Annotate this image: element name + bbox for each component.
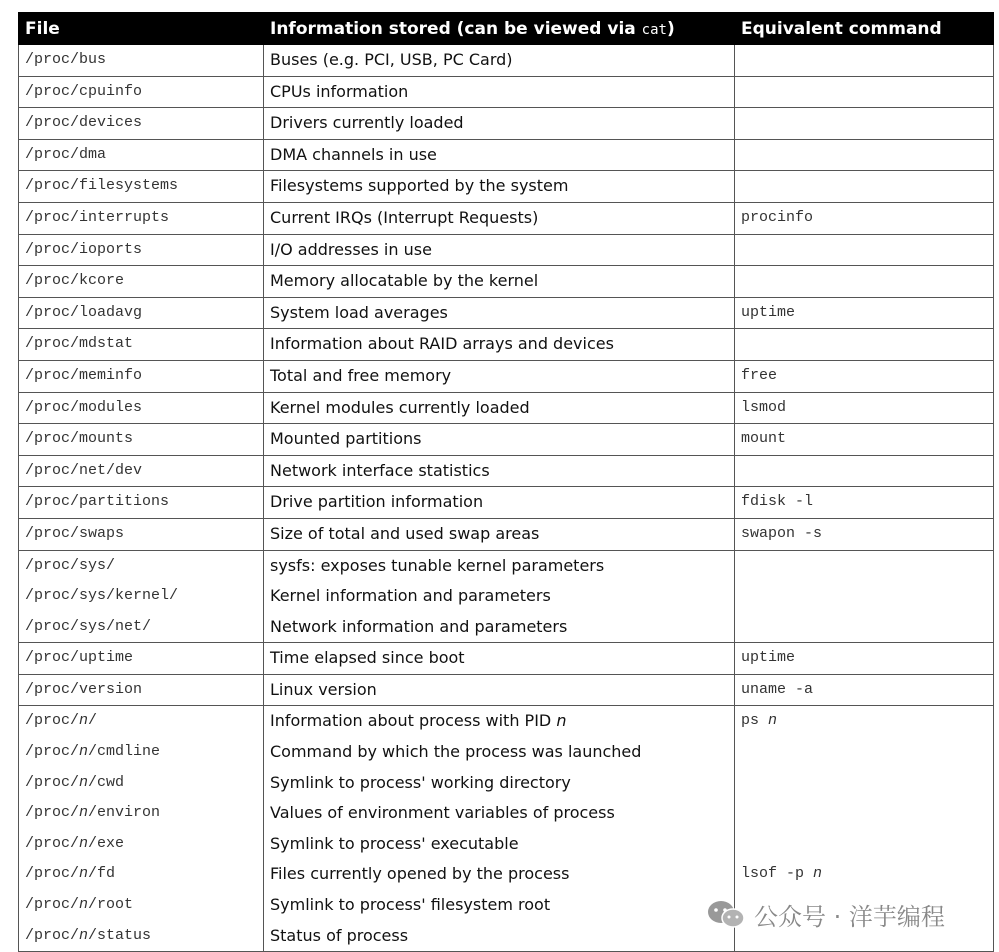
table-row xyxy=(19,297,994,329)
command-cell-line xyxy=(741,108,987,139)
command-cell-line xyxy=(741,798,987,829)
info-cell xyxy=(264,76,735,108)
file-cell xyxy=(19,550,264,643)
header-info xyxy=(264,13,735,45)
file-cell xyxy=(19,202,264,234)
file-cell xyxy=(19,139,264,171)
command-cell-line xyxy=(741,235,987,266)
file-cell-line: /proc/filesystems xyxy=(25,177,179,195)
file-cell-line: /proc/uptime xyxy=(25,649,134,667)
file-cell xyxy=(19,171,264,203)
file-cell-line: /proc/n/root xyxy=(25,896,134,914)
info-cell xyxy=(264,329,735,361)
info-cell xyxy=(264,487,735,519)
file-cell xyxy=(19,108,264,140)
file-cell xyxy=(19,487,264,519)
table-row xyxy=(19,234,994,266)
info-cell-line: Symlink to process' executable xyxy=(270,833,519,853)
info-cell xyxy=(264,550,735,643)
command-cell-line xyxy=(741,77,987,108)
command-cell xyxy=(735,487,994,519)
command-cell-line: ps n xyxy=(741,712,778,730)
command-cell-line: lsmod xyxy=(741,398,787,416)
info-cell xyxy=(264,234,735,266)
file-cell-line: /proc/mounts xyxy=(25,430,134,448)
info-cell-line: Kernel information and parameters xyxy=(270,586,551,606)
table-row xyxy=(19,76,994,108)
file-cell-line: /proc/partitions xyxy=(25,493,170,511)
info-cell-line: Current IRQs (Interrupt Requests) xyxy=(270,207,539,227)
info-cell xyxy=(264,392,735,424)
table-row xyxy=(19,171,994,203)
info-cell-line: Size of total and used swap areas xyxy=(270,523,540,543)
command-cell xyxy=(735,171,994,203)
table-row xyxy=(19,139,994,171)
file-cell-line: /proc/swaps xyxy=(25,524,125,542)
variable-n: n xyxy=(79,743,89,761)
info-cell-line: Memory allocatable by the kernel xyxy=(270,271,539,291)
info-cell-line: Linux version xyxy=(270,679,377,699)
variable-n: n xyxy=(813,865,823,883)
command-cell-line xyxy=(741,737,987,768)
info-cell-line: Values of environment variables of process xyxy=(270,803,615,823)
table-row xyxy=(19,45,994,77)
command-cell-line: lsof -p n xyxy=(741,865,823,883)
file-cell-line: /proc/sys/kernel/ xyxy=(25,587,179,605)
command-cell-line xyxy=(741,266,987,297)
info-cell-line: Kernel modules currently loaded xyxy=(270,397,530,417)
proc-files-table xyxy=(18,12,994,952)
file-cell-line: /proc/meminfo xyxy=(25,366,143,384)
info-cell xyxy=(264,518,735,550)
file-cell xyxy=(19,297,264,329)
table-row xyxy=(19,329,994,361)
file-cell-line: /proc/n/exe xyxy=(25,834,125,852)
command-cell-line xyxy=(741,329,987,360)
file-cell-line: /proc/ioports xyxy=(25,240,143,258)
table-body xyxy=(19,45,994,952)
info-cell xyxy=(264,643,735,675)
variable-n: n xyxy=(79,712,89,730)
table-row xyxy=(19,424,994,456)
file-cell-line: /proc/bus xyxy=(25,51,107,68)
info-cell-line: Drive partition information xyxy=(270,492,484,512)
command-cell xyxy=(735,550,994,643)
file-cell xyxy=(19,455,264,487)
command-cell xyxy=(735,234,994,266)
file-cell-line: /proc/devices xyxy=(25,114,143,132)
file-cell xyxy=(19,518,264,550)
file-cell xyxy=(19,234,264,266)
command-cell-line: swapon -s xyxy=(741,524,823,542)
file-cell xyxy=(19,392,264,424)
info-cell xyxy=(264,674,735,706)
file-cell-line: /proc/n/environ xyxy=(25,804,161,822)
variable-n: n xyxy=(79,773,89,791)
command-cell-line xyxy=(741,551,987,582)
info-cell-line: sysfs: exposes tunable kernel parameters xyxy=(270,555,605,575)
command-cell-line xyxy=(741,829,987,860)
variable-n: n xyxy=(79,804,89,822)
info-cell-line: Symlink to process' filesystem root xyxy=(270,895,551,915)
file-cell-line: /proc/modules xyxy=(25,398,143,416)
info-cell-line: Information about RAID arrays and devices xyxy=(270,334,614,354)
watermark-text: 公众号 · 洋芋编程 xyxy=(754,902,945,931)
header-row xyxy=(19,13,994,45)
info-cell xyxy=(264,45,735,77)
command-cell-line: free xyxy=(741,366,778,384)
info-cell xyxy=(264,706,735,952)
file-cell-line: /proc/n/ xyxy=(25,712,98,730)
variable-n: n xyxy=(79,926,89,944)
file-cell xyxy=(19,706,264,952)
wechat-icon xyxy=(706,899,746,929)
info-cell xyxy=(264,424,735,456)
info-cell xyxy=(264,455,735,487)
file-cell-line: /proc/dma xyxy=(25,145,107,163)
file-cell xyxy=(19,424,264,456)
command-cell-line xyxy=(741,45,987,76)
command-cell-line: procinfo xyxy=(741,208,814,226)
table-row xyxy=(19,266,994,298)
table-row xyxy=(19,108,994,140)
info-cell-line: Time elapsed since boot xyxy=(270,648,465,668)
command-cell-line: uname -a xyxy=(741,680,814,698)
table-row xyxy=(19,202,994,234)
info-cell-line: Total and free memory xyxy=(270,365,452,385)
command-cell xyxy=(735,360,994,392)
command-cell xyxy=(735,297,994,329)
info-cell xyxy=(264,360,735,392)
table-row xyxy=(19,550,994,643)
file-cell-line: /proc/kcore xyxy=(25,272,125,290)
variable-n: n xyxy=(79,834,89,852)
file-cell-line: /proc/n/fd xyxy=(25,865,116,883)
table-row xyxy=(19,455,994,487)
command-cell xyxy=(735,518,994,550)
info-cell-line: I/O addresses in use xyxy=(270,239,432,259)
table-row xyxy=(19,487,994,519)
info-cell xyxy=(264,171,735,203)
header-file: File xyxy=(19,13,264,45)
variable-n: n xyxy=(79,865,89,883)
info-cell-line: Mounted partitions xyxy=(270,429,422,449)
file-cell xyxy=(19,643,264,675)
header-info-suffix: ) xyxy=(666,18,675,39)
info-cell-line: System load averages xyxy=(270,302,448,322)
file-cell xyxy=(19,76,264,108)
command-cell xyxy=(735,392,994,424)
command-cell xyxy=(735,202,994,234)
table-row xyxy=(19,360,994,392)
command-cell-line xyxy=(741,171,987,202)
command-cell xyxy=(735,45,994,77)
file-cell-line: /proc/cpuinfo xyxy=(25,82,143,100)
file-cell-line: /proc/interrupts xyxy=(25,208,170,226)
command-cell xyxy=(735,643,994,675)
file-cell-line: /proc/version xyxy=(25,680,143,698)
info-cell-line: Filesystems supported by the system xyxy=(270,176,569,196)
file-cell xyxy=(19,266,264,298)
file-cell-line: /proc/sys/ xyxy=(25,556,116,574)
file-cell-line: /proc/net/dev xyxy=(25,461,143,479)
table-row xyxy=(19,518,994,550)
file-cell-line: /proc/mdstat xyxy=(25,335,134,353)
variable-n: n xyxy=(768,712,778,730)
command-cell xyxy=(735,674,994,706)
command-cell xyxy=(735,76,994,108)
info-cell-line: Network information and parameters xyxy=(270,616,568,636)
command-cell-line: fdisk -l xyxy=(741,493,814,511)
info-cell xyxy=(264,297,735,329)
file-cell-line: /proc/n/cwd xyxy=(25,773,125,791)
file-cell xyxy=(19,360,264,392)
command-cell-line xyxy=(741,456,987,487)
table-row xyxy=(19,392,994,424)
header-command: Equivalent command xyxy=(735,13,994,45)
info-cell-line: Files currently opened by the process xyxy=(270,864,570,884)
file-cell xyxy=(19,329,264,361)
command-cell xyxy=(735,329,994,361)
command-cell-line: uptime xyxy=(741,649,796,667)
file-cell xyxy=(19,45,264,77)
file-cell xyxy=(19,674,264,706)
command-cell xyxy=(735,455,994,487)
file-cell-line: /proc/loadavg xyxy=(25,303,143,321)
info-cell-line: DMA channels in use xyxy=(270,144,437,164)
command-cell xyxy=(735,424,994,456)
header-info-prefix: Information stored (can be viewed via xyxy=(270,18,642,39)
file-cell-line: /proc/sys/net/ xyxy=(25,617,152,635)
info-cell-line: Command by which the process was launched xyxy=(270,742,642,762)
info-cell xyxy=(264,202,735,234)
info-cell-line: Buses (e.g. PCI, USB, PC Card) xyxy=(270,50,513,69)
variable-n: n xyxy=(79,896,89,914)
info-cell-line: Information about process with PID n xyxy=(270,711,567,731)
info-cell-line: Network interface statistics xyxy=(270,460,490,480)
header-info-code: cat xyxy=(641,21,667,38)
info-cell xyxy=(264,139,735,171)
command-cell xyxy=(735,266,994,298)
info-cell-line: Symlink to process' working directory xyxy=(270,772,571,792)
info-cell-line: Status of process xyxy=(270,925,409,945)
info-cell xyxy=(264,108,735,140)
variable-n: n xyxy=(556,711,567,731)
file-cell-line: /proc/n/status xyxy=(25,926,152,944)
table-row xyxy=(19,674,994,706)
command-cell-line xyxy=(741,768,987,799)
file-cell-line: /proc/n/cmdline xyxy=(25,743,161,761)
command-cell-line: uptime xyxy=(741,303,796,321)
info-cell-line: Drivers currently loaded xyxy=(270,113,464,133)
info-cell xyxy=(264,266,735,298)
command-cell xyxy=(735,139,994,171)
command-cell-line xyxy=(741,140,987,171)
info-cell-line: CPUs information xyxy=(270,81,409,101)
watermark xyxy=(706,896,945,932)
command-cell-line: mount xyxy=(741,430,787,448)
command-cell xyxy=(735,108,994,140)
table-row xyxy=(19,643,994,675)
